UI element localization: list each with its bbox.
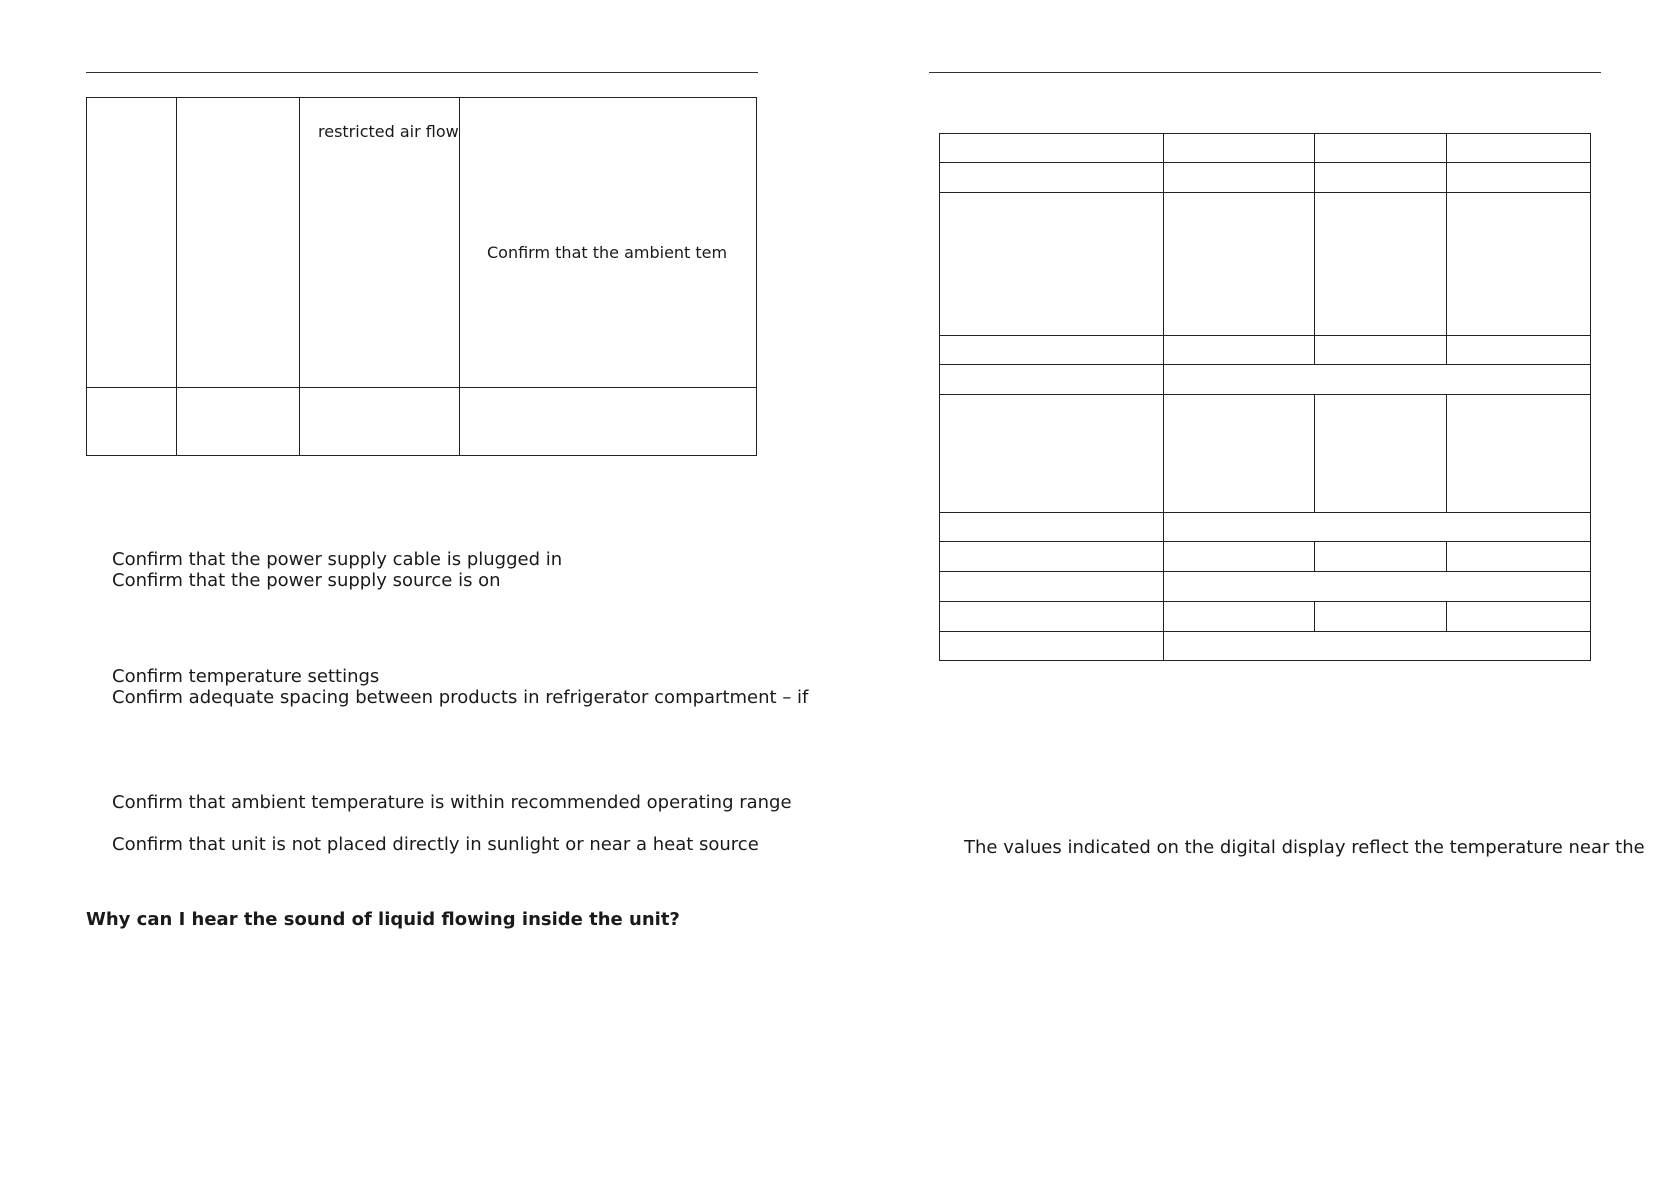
table-column-divider	[176, 97, 177, 456]
temperature-check-line: Confirm adequate spacing between products in refrigerator compartment – if	[112, 687, 809, 708]
table-column-divider	[459, 97, 460, 456]
ambient-check-line: Confirm that unit is not placed directly in sunlight or near a heat source	[112, 834, 759, 855]
table-cell-cause: restricted air flow	[318, 122, 459, 141]
temperature-check-line: Confirm temperature settings	[112, 666, 380, 687]
power-check-line: Confirm that the power supply cable is plugged in	[112, 549, 563, 570]
table-column-divider	[1446, 601, 1447, 631]
table-column-divider	[1446, 133, 1447, 364]
troubleshooting-table	[86, 97, 757, 456]
table-column-divider	[1163, 133, 1164, 661]
table-row-divider	[939, 364, 1591, 365]
specifications-table	[939, 133, 1591, 661]
table-column-divider	[1314, 133, 1315, 364]
table-column-divider	[1314, 601, 1315, 631]
table-row-divider	[939, 335, 1591, 336]
table-row-divider	[939, 601, 1591, 602]
faq-heading: Why can I hear the sound of liquid flowing inside the unit?	[86, 909, 680, 930]
left-page-header-rule	[86, 72, 758, 73]
table-cell-solution: Confirm that the ambient tem	[487, 243, 728, 262]
table-row-divider	[86, 387, 757, 388]
table-row-divider	[939, 541, 1591, 542]
table-column-divider	[1446, 394, 1447, 512]
power-check-line: Confirm that the power supply source is on	[112, 570, 501, 591]
display-note: The values indicated on the digital display reflect the temperature near the	[964, 837, 1645, 858]
table-column-divider	[299, 97, 300, 456]
table-column-divider	[1446, 541, 1447, 571]
table-row-divider	[939, 394, 1591, 395]
table-row-divider	[939, 631, 1591, 632]
table-row-divider	[939, 571, 1591, 572]
table-row-divider	[939, 162, 1591, 163]
ambient-check-line: Confirm that ambient temperature is within recommended operating range	[112, 792, 792, 813]
table-row-divider	[939, 192, 1591, 193]
table-row-divider	[939, 512, 1591, 513]
table-column-divider	[1314, 394, 1315, 512]
right-page-header-rule	[929, 72, 1601, 73]
table-column-divider	[1314, 541, 1315, 571]
